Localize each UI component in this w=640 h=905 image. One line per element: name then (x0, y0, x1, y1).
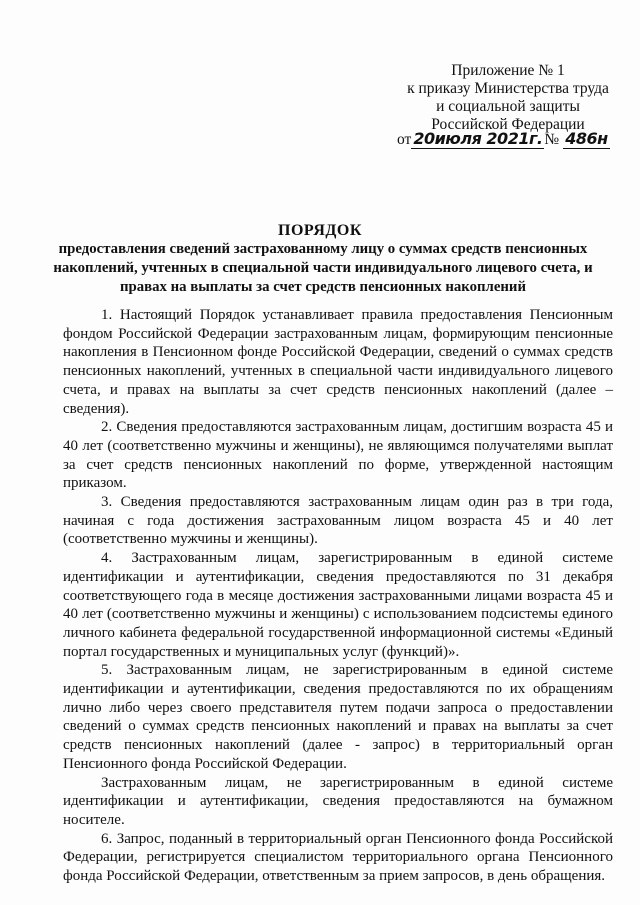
handwritten-date: 20июля 2021г. (413, 129, 543, 148)
document-body (63, 306, 613, 886)
number-sign: № (544, 131, 560, 148)
handwritten-order-number: 486н (565, 129, 608, 148)
appendix-order-ref: к приказу Министерства труда (407, 80, 609, 97)
paragraph-5: 5. Застрахованным лицам, не зарегистрированным в единой системе идентификации и аутентификации, сведения предоставляются по их обращениям лично либо через своего представителя путем подачи запроса о предоставлении сведений о суммах средств пенсионных накоплений и правах на выплаты за счет средств пенсионных накоплений (далее - запрос) в территориальный орган Пенсионного фонда Российской Федерации. (63, 662, 613, 772)
order-date-line (397, 130, 627, 150)
paragraph-4: 4. Застрахованным лицам, зарегистрированным в единой системе идентификации и аутентификации, сведения предоставляются по 31 декабря соответствующего года в месяце достижения застрахованными лицами возраста 45 и 40 лет (соответственно мужчины и женщины) с использованием подсистемы единого личного кабинета федеральной государственной информационной системы «Единый портал государственных и муниципальных услуг (функций)». (63, 550, 613, 660)
appendix-header (393, 62, 623, 134)
paragraph-2: 2. Сведения предоставляются застрахованным лицам, достигшим возраста 45 и 40 лет (соответственно мужчины и женщины), не являющимся получателями выплат за счет средств пенсионных накоплений по форме, утвержденной настоящим приказом. (63, 419, 613, 492)
paragraph-3: 3. Сведения предоставляются застрахованным лицам один раз в три года, начиная с года достижения застрахованным лицом возраста 45 и 40 лет (соответственно мужчины и женщины). (63, 494, 613, 548)
appendix-country-line: Российской Федерации (431, 116, 585, 133)
paragraph-1: 1. Настоящий Порядок устанавливает правила предоставления Пенсионным фондом Российской Федерации застрахованным лицам, формирующим пенсионные накопления в Пенсионном фонде Российской Федерации, сведений о суммах средств пенсионных накоплений, учтенных в специальной части индивидуального лицевого счета, и правах на выплаты за счет средств пенсионных накоплений (далее – сведения). (63, 307, 613, 417)
date-prefix: от (397, 131, 412, 148)
paragraph-5-continued: Застрахованным лицам, не зарегистрированным в единой системе идентификации и аутентификации, сведения предоставляются на бумажном носителе. (63, 774, 613, 828)
document-subtitle: предоставления сведений застрахованному лицу о суммах средств пенсионных накоплений, учтенных в специальной части индивидуального лицевого счета, и правах на выплаты за счет средств пенсионных накоплений (53, 241, 593, 295)
paragraph-6: 6. Запрос, поданный в территориальный орган Пенсионного фонда Российской Федерации, регистрируется специалистом территориального органа Пенсионного фонда Российской Федерации, ответственным за прием запросов, в день обращения. (63, 830, 613, 885)
appendix-ministry-line: и социальной защиты (436, 98, 580, 115)
appendix-title: Приложение № 1 (451, 62, 565, 79)
document-title: ПОРЯДОК (278, 222, 362, 239)
